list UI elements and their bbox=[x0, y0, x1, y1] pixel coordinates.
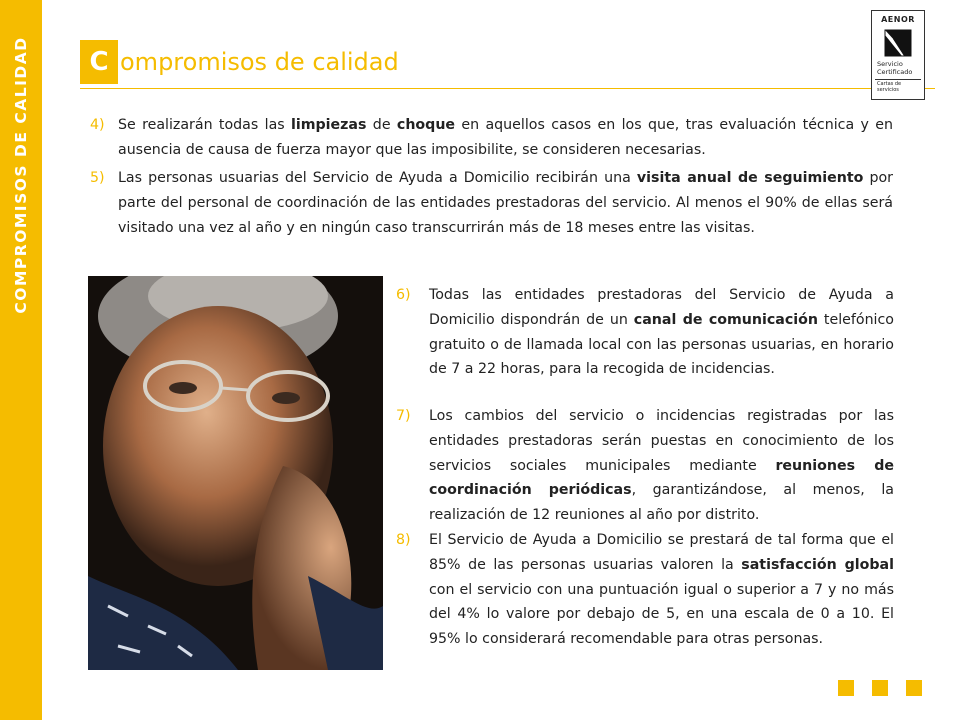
list-item-5 bbox=[90, 166, 893, 240]
title-rule bbox=[80, 88, 935, 89]
photo-illustration bbox=[88, 276, 383, 670]
aenor-n-icon bbox=[882, 27, 914, 59]
item-number: 4) bbox=[90, 117, 105, 133]
list-item-7 bbox=[396, 404, 894, 528]
item-number: 7) bbox=[396, 408, 411, 424]
logo-brand: AENOR bbox=[881, 15, 915, 24]
item-number: 6) bbox=[396, 287, 411, 303]
title-initial: C bbox=[80, 40, 118, 84]
item-text: Los cambios del servicio o incidencias registradas por las entidades prestadoras serán puestas en conocimiento de los servicios sociales municipales mediante reuniones de coordinación periódicas, garantizándose, al menos, la realización de 12 reuniones al año por distrito. bbox=[429, 408, 894, 524]
aenor-logo bbox=[871, 10, 925, 100]
item-number: 5) bbox=[90, 170, 105, 186]
square-icon bbox=[838, 680, 854, 696]
title-rest: ompromisos de calidad bbox=[120, 48, 399, 76]
sidebar bbox=[0, 0, 42, 720]
logo-line2: Certificado bbox=[877, 67, 913, 76]
logo-line1: Servicio bbox=[877, 60, 903, 68]
item-text: El Servicio de Ayuda a Domicilio se prestará de tal forma que el 85% de las personas usuarias valoren la satisfacción global con el servicio con una puntuación igual o superior a 7 y no más del 4% lo valore por debajo de 5, en una escala de 0 a 10. El 95% lo considerará recomendable para otras personas. bbox=[429, 532, 894, 648]
list-item-6 bbox=[396, 283, 894, 382]
decorative-squares bbox=[838, 680, 922, 696]
item-text: Las personas usuarias del Servicio de Ayuda a Domicilio recibirán una visita anual de seguimiento por parte del personal de coordinación de las entidades prestadoras del servicio. Al menos el 90% de ellas será visitado una vez al año y en ningún caso transcurrirán más de 18 meses entre las visitas. bbox=[118, 170, 894, 236]
sidebar-label: COMPROMISOS DE CALIDAD bbox=[12, 36, 30, 314]
list-item-4 bbox=[90, 113, 893, 163]
logo-footer: Cartas de servicios bbox=[877, 81, 902, 93]
elderly-woman-photo bbox=[88, 276, 383, 670]
item-text: Se realizarán todas las limpiezas de choque en aquellos casos en los que, tras evaluación técnica y en ausencia de causa de fuerza mayor que las imposibilite, se consideren necesarias. bbox=[118, 117, 893, 158]
item-text: Todas las entidades prestadoras del Servicio de Ayuda a Domicilio dispondrán de un canal de comunicación telefónico gratuito o de llamada local con las personas usuarias, en horario de 7 a 22 horas, para la recogida de incidencias. bbox=[429, 287, 894, 378]
square-icon bbox=[906, 680, 922, 696]
square-icon bbox=[872, 680, 888, 696]
list-item-8 bbox=[396, 528, 894, 652]
item-number: 8) bbox=[396, 532, 411, 548]
page-title bbox=[80, 40, 399, 84]
logo-divider bbox=[875, 79, 921, 80]
